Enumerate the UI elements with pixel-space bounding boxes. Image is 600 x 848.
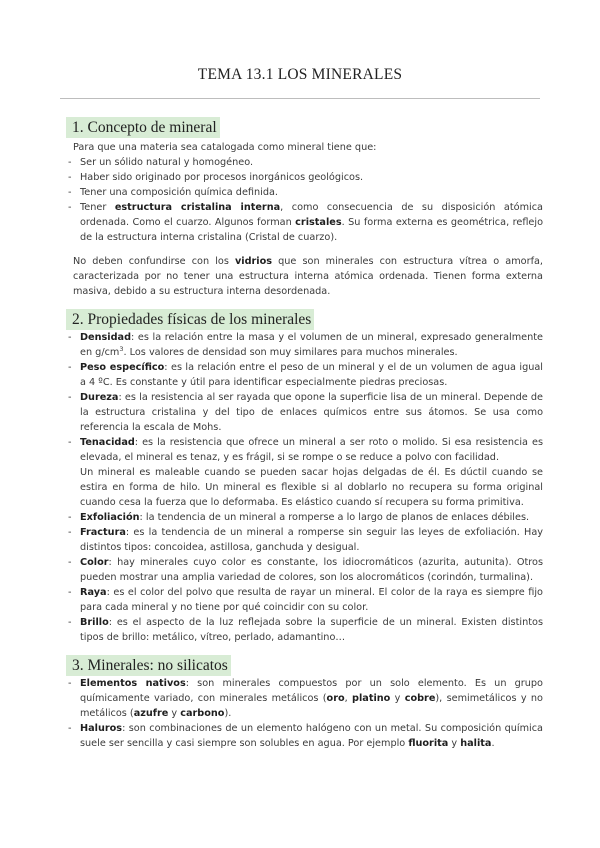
bold-term: estructura cristalina interna (114, 202, 281, 213)
bold-term: cristales (295, 217, 342, 228)
list-item: - Tener una composición química definida. (80, 185, 543, 200)
text-run: . Los valores de densidad son muy similares para muchos minerales. (123, 347, 458, 358)
text-run: : es la relación entre el peso de un mineral y el de un volumen de agua igual a 4 ºC. Es constante y útil para identificar especialmente piedras preciosas. (80, 362, 544, 388)
text-run: ). (224, 708, 232, 719)
list-item-brillo (80, 615, 543, 645)
list-item-dureza (80, 390, 543, 435)
list-item-color (80, 555, 543, 585)
bold-term: Brillo (80, 617, 109, 628)
vidrios-paragraph (73, 254, 543, 299)
bold-term: Dureza (80, 392, 119, 403)
text-run: , (344, 693, 353, 704)
text-run: y (390, 693, 405, 704)
text-run: y (168, 708, 181, 719)
section-no-silicatos (60, 655, 543, 751)
list-item (80, 200, 543, 245)
title-divider (60, 98, 540, 99)
list-item-tenacidad (80, 435, 543, 510)
bold-term: Exfoliación (80, 512, 140, 523)
text-run: : es la tendencia de un mineral a romperse sin seguir las leyes de exfoliación. Hay distintos tipos: concoidea, astillosa, ganchuda y desigual. (80, 527, 543, 553)
bold-term: Haluros (80, 723, 123, 734)
list-item-elementos-nativos (80, 676, 543, 721)
text-run: Tener (80, 202, 115, 213)
list-item-fractura (80, 525, 543, 555)
bold-term: Densidad (80, 332, 132, 343)
text-run: . (491, 738, 495, 749)
intro-text: Para que una materia sea catalogada como mineral tiene que: (73, 142, 377, 153)
bold-term: Tenacidad (80, 437, 135, 448)
text-run: y (448, 738, 461, 749)
bold-term: Color (80, 557, 109, 568)
bold-term: Peso específico (80, 362, 165, 373)
bold-term: halita (460, 738, 492, 749)
bold-term: vidrios (234, 256, 273, 267)
text-run: No deben confundirse con los (73, 256, 235, 267)
document-body (60, 117, 543, 751)
bold-term: fluorita (408, 738, 449, 749)
bold-term: azufre (133, 708, 169, 719)
text-run: Un mineral es maleable cuando se pueden sacar hojas delgadas de él. Es dúctil cuando se estira en forma de hilo. Un mineral es flexible si al doblarlo no recupera su forma original cuando cesa la fuerza que lo deformaba. Es elástico cuando sí recupera su forma primitiva. (80, 467, 543, 508)
requirements-list (60, 155, 543, 245)
section-heading: 3. Minerales: no silicatos (66, 655, 231, 676)
list-item-raya (80, 585, 543, 615)
list-item: - Ser un sólido natural y homogéneo. (80, 155, 543, 170)
text-run: que son minerales con estructura vítrea o amorfa, caracterizada por no tener una estructura interna atómica ordenada. Tienen forma externa masiva, debido a su estructura interna desordenada. (73, 256, 543, 297)
page-title: TEMA 13.1 LOS MINERALES (197, 66, 403, 83)
text-run: : la tendencia de un mineral a romperse a lo largo de planos de enlaces débiles. (139, 512, 530, 523)
text-run: : es el color del polvo que resulta de rayar un mineral. El color de la raya es siempre fijo para cada mineral y no tiene por qué coincidir con su color. (80, 587, 543, 613)
properties-list (60, 330, 543, 645)
bold-term: Elementos nativos (80, 678, 186, 689)
bold-term: platino (352, 693, 391, 704)
list-item-exfoliacion (80, 510, 543, 525)
bold-term: oro (326, 693, 345, 704)
text-run: : es la resistencia al ser rayada que opone la superficie lisa de un mineral. Depende de la estructura cristalina y del tipo de enlaces químicos entre sus átomos. Se usa como referencia la escala de Mohs. (80, 392, 543, 433)
list-item-densidad (80, 330, 543, 360)
bold-term: carbono (180, 708, 225, 719)
text-run: : es el aspecto de la luz reflejada sobre la superficie de un mineral. Existen distintos tipos de brillo: metálico, vítreo, perlado, adamantino… (80, 617, 543, 643)
section-heading: 2. Propiedades físicas de los minerales (66, 309, 314, 330)
text-run: : es la relación entre la masa y el volumen de un mineral, expresado generalmente en g/cm (80, 332, 543, 358)
superscript: 3 (119, 344, 124, 353)
text-run: : hay minerales cuyo color es constante, los idiocromáticos (azurita, autunita). Otros pueden mostrar una amplia variedad de colores, son los alocromáticos (corindón, turmalina). (80, 557, 543, 583)
bold-term: cobre (404, 693, 436, 704)
section-propiedades-fisicas (60, 309, 543, 645)
section-concepto-de-mineral (60, 117, 543, 299)
list-item-peso-especifico (80, 360, 543, 390)
no-silicatos-list (60, 676, 543, 751)
text-run: : son minerales compuestos por un solo elemento. Es un grupo químicamente variado, con minerales metálicos ( (80, 678, 543, 704)
text-run: ), semimetálicos y no metálicos ( (80, 693, 543, 719)
text-run: . Su forma externa es geométrica, reflejo de la estructura interna cristalina (Cristal de cuarzo). (80, 217, 544, 243)
text-run: : es la resistencia que ofrece un mineral a ser roto o molido. Si esa resistencia es elevada, el mineral es tenaz, y es frágil, si se rompe o se reduce a polvo con facilidad. (80, 437, 543, 463)
text-run: , como consecuencia de su disposición atómica ordenada. Como el cuarzo. Algunos forman (80, 202, 543, 228)
list-item: - Haber sido originado por procesos inorgánicos geológicos. (80, 170, 543, 185)
section-heading: 1. Concepto de mineral (66, 117, 220, 138)
bold-term: Raya (80, 587, 107, 598)
list-item-haluros (80, 721, 543, 751)
bold-term: Fractura (80, 527, 126, 538)
text-run: : son combinaciones de un elemento halógeno con un metal. Su composición química suele ser sencilla y casi siempre son solubles en agua. Por ejemplo (80, 723, 543, 749)
